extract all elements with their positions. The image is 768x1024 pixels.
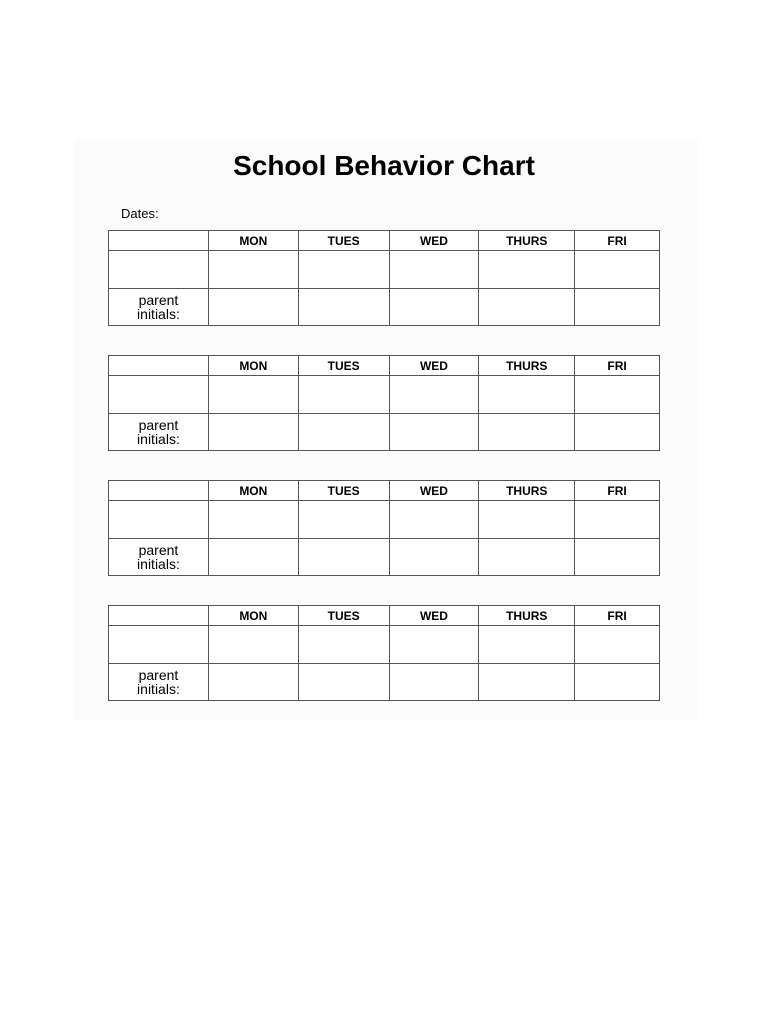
parent-initials-row — [109, 414, 660, 451]
day-header-fri: FRI — [575, 231, 660, 251]
week-table-1 — [108, 230, 660, 326]
initials-cell-mon[interactable] — [208, 414, 298, 451]
day-header-thurs: THURS — [479, 606, 575, 626]
corner-cell — [109, 481, 209, 501]
parent-initials-label-line: initials: — [137, 681, 180, 697]
page-title: School Behavior Chart — [233, 150, 535, 181]
day-header-thurs: THURS — [479, 356, 575, 376]
initials-cell-thurs[interactable] — [479, 414, 575, 451]
behavior-cell-fri[interactable] — [575, 376, 660, 414]
behavior-cell-mon[interactable] — [208, 501, 298, 539]
initials-cell-thurs[interactable] — [479, 664, 575, 701]
day-header-tues: TUES — [298, 231, 389, 251]
behavior-cell-fri[interactable] — [575, 251, 660, 289]
behavior-row — [109, 251, 660, 289]
day-header-wed: WED — [389, 356, 479, 376]
initials-cell-tues[interactable] — [298, 539, 389, 576]
behavior-cell-mon[interactable] — [208, 251, 298, 289]
behavior-cell-thurs[interactable] — [479, 376, 575, 414]
initials-cell-tues[interactable] — [298, 414, 389, 451]
day-header-row — [109, 481, 660, 501]
behavior-label-cell — [109, 251, 209, 289]
day-header-tues: TUES — [298, 481, 389, 501]
day-header-wed: WED — [389, 606, 479, 626]
week-table-2 — [108, 355, 660, 451]
week-table-3 — [108, 480, 660, 576]
day-header-mon: MON — [208, 356, 298, 376]
initials-cell-wed[interactable] — [389, 414, 479, 451]
parent-initials-label-line: parent — [138, 292, 179, 308]
day-header-fri: FRI — [575, 481, 660, 501]
behavior-label-cell — [109, 376, 209, 414]
day-header-row — [109, 606, 660, 626]
behavior-label-cell — [109, 501, 209, 539]
behavior-cell-tues[interactable] — [298, 376, 389, 414]
corner-cell — [109, 231, 209, 251]
parent-initials-row — [109, 289, 660, 326]
initials-cell-wed[interactable] — [389, 289, 479, 326]
day-header-fri: FRI — [575, 606, 660, 626]
behavior-cell-tues[interactable] — [298, 501, 389, 539]
initials-cell-mon[interactable] — [208, 539, 298, 576]
behavior-cell-wed[interactable] — [389, 376, 479, 414]
parent-initials-label-line: initials: — [137, 431, 180, 447]
day-header-wed: WED — [389, 481, 479, 501]
behavior-cell-tues[interactable] — [298, 626, 389, 664]
initials-cell-thurs[interactable] — [479, 289, 575, 326]
day-header-thurs: THURS — [479, 231, 575, 251]
behavior-cell-wed[interactable] — [389, 626, 479, 664]
parent-initials-label — [109, 414, 209, 451]
initials-cell-fri[interactable] — [575, 664, 660, 701]
day-header-fri: FRI — [575, 356, 660, 376]
initials-cell-tues[interactable] — [298, 289, 389, 326]
behavior-cell-thurs[interactable] — [479, 501, 575, 539]
parent-initials-label-line: parent — [138, 417, 179, 433]
week-table-4 — [108, 605, 660, 701]
parent-initials-label-line: initials: — [137, 556, 180, 572]
behavior-label-cell — [109, 626, 209, 664]
parent-initials-label-line: initials: — [137, 306, 180, 322]
day-header-tues: TUES — [298, 356, 389, 376]
day-header-row — [109, 231, 660, 251]
parent-initials-label — [109, 539, 209, 576]
day-header-thurs: THURS — [479, 481, 575, 501]
initials-cell-fri[interactable] — [575, 414, 660, 451]
behavior-cell-fri[interactable] — [575, 501, 660, 539]
corner-cell — [109, 606, 209, 626]
parent-initials-label-line: parent — [138, 542, 179, 558]
day-header-tues: TUES — [298, 606, 389, 626]
parent-initials-label — [109, 664, 209, 701]
initials-cell-fri[interactable] — [575, 289, 660, 326]
behavior-cell-wed[interactable] — [389, 501, 479, 539]
initials-cell-tues[interactable] — [298, 664, 389, 701]
behavior-cell-mon[interactable] — [208, 376, 298, 414]
initials-cell-fri[interactable] — [575, 539, 660, 576]
initials-cell-thurs[interactable] — [479, 539, 575, 576]
initials-cell-wed[interactable] — [389, 664, 479, 701]
behavior-cell-thurs[interactable] — [479, 626, 575, 664]
day-header-row — [109, 356, 660, 376]
dates-label: Dates: — [121, 206, 159, 221]
behavior-cell-wed[interactable] — [389, 251, 479, 289]
initials-cell-wed[interactable] — [389, 539, 479, 576]
parent-initials-row — [109, 539, 660, 576]
behavior-cell-mon[interactable] — [208, 626, 298, 664]
behavior-cell-tues[interactable] — [298, 251, 389, 289]
initials-cell-mon[interactable] — [208, 289, 298, 326]
behavior-row — [109, 376, 660, 414]
behavior-row — [109, 501, 660, 539]
day-header-wed: WED — [389, 231, 479, 251]
parent-initials-label-line: parent — [138, 667, 179, 683]
behavior-row — [109, 626, 660, 664]
corner-cell — [109, 356, 209, 376]
behavior-cell-thurs[interactable] — [479, 251, 575, 289]
behavior-cell-fri[interactable] — [575, 626, 660, 664]
parent-initials-label — [109, 289, 209, 326]
day-header-mon: MON — [208, 231, 298, 251]
initials-cell-mon[interactable] — [208, 664, 298, 701]
parent-initials-row — [109, 664, 660, 701]
day-header-mon: MON — [208, 606, 298, 626]
day-header-mon: MON — [208, 481, 298, 501]
